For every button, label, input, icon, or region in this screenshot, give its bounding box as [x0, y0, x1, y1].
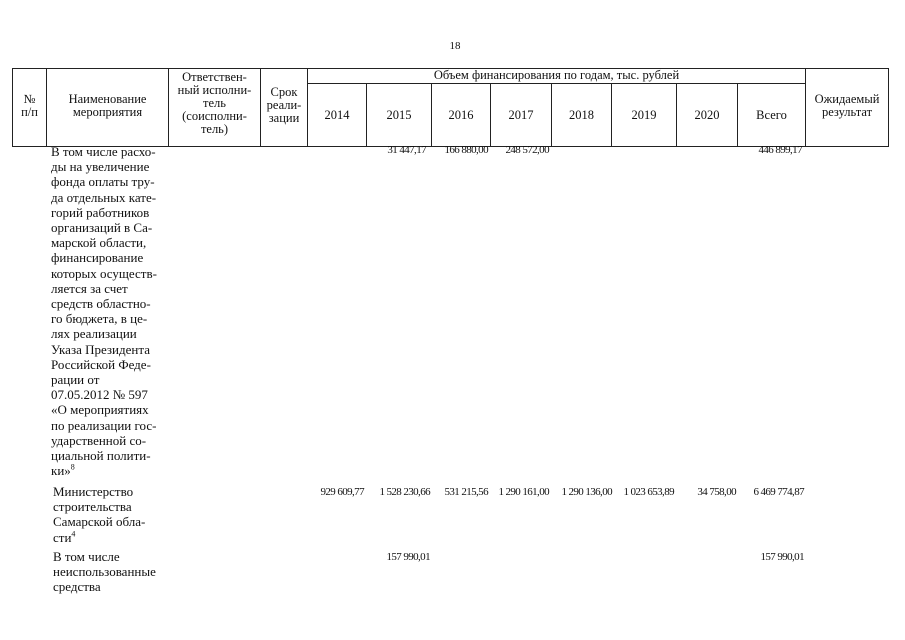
value-2017: 248 572,00 — [505, 144, 549, 156]
header-year-2018: 2018 — [569, 108, 594, 122]
value-2018: 1 290 136,00 — [561, 486, 612, 498]
header-year-2017: 2017 — [508, 108, 534, 122]
header-year-2015: 2015 — [386, 108, 412, 122]
value-2020: 34 758,00 — [697, 486, 736, 498]
header-name: Наименование мероприятия — [68, 92, 147, 119]
page-number: 18 — [449, 40, 461, 52]
value-total: 157 990,01 — [760, 551, 804, 563]
header-year-2014: 2014 — [324, 108, 350, 122]
value-2015: 1 528 230,66 — [379, 486, 430, 498]
footnote-mark: 4 — [71, 529, 76, 539]
value-2016: 166 880,00 — [444, 144, 488, 156]
row-name: В том числе расхо- ды на увеличение фонда оплаты тру- да отдельных кате- горий работников организаций в Са- марской области, финансирование которых осуществ- ляется за счет средств областно- го бюджета, в це- лях реализации Указа Президента Российской Феде- рации от 07.05.2012 № 597 «О мероприятиях по реализации гос- ударственной со- циальной полити- ки»$^8$ — [51, 144, 157, 479]
header-total: Всего — [756, 108, 787, 122]
row-name: В том числе неиспользованные средства — [53, 549, 156, 595]
value-2016: 531 215,56 — [444, 486, 488, 498]
header-year-2016: 2016 — [448, 108, 474, 122]
row-name: Министерство строительства Самарской обла- сти$^4$ — [53, 484, 146, 545]
header-num: № п/п — [21, 92, 38, 119]
header-financing: Объем финансирования по годам, тыс. рублей — [433, 68, 680, 82]
value-2019: 1 023 653,89 — [623, 486, 674, 498]
footnote-mark: 8 — [70, 462, 75, 472]
value-2014: 929 609,77 — [320, 486, 364, 498]
value-total: 6 469 774,87 — [753, 486, 804, 498]
header-year-2020: 2020 — [694, 108, 720, 122]
header-term: Срок реали- зации — [266, 85, 302, 125]
header-executor: Ответствен- ный исполни- тель (соисполни- тель) — [177, 70, 252, 136]
value-2015: 31 447,17 — [387, 144, 426, 156]
value-total: 446 899,17 — [758, 144, 802, 156]
value-2017: 1 290 161,00 — [498, 486, 549, 498]
header-year-2019: 2019 — [631, 108, 657, 122]
value-2015: 157 990,01 — [386, 551, 430, 563]
header-result: Ожидаемый результат — [814, 92, 880, 119]
